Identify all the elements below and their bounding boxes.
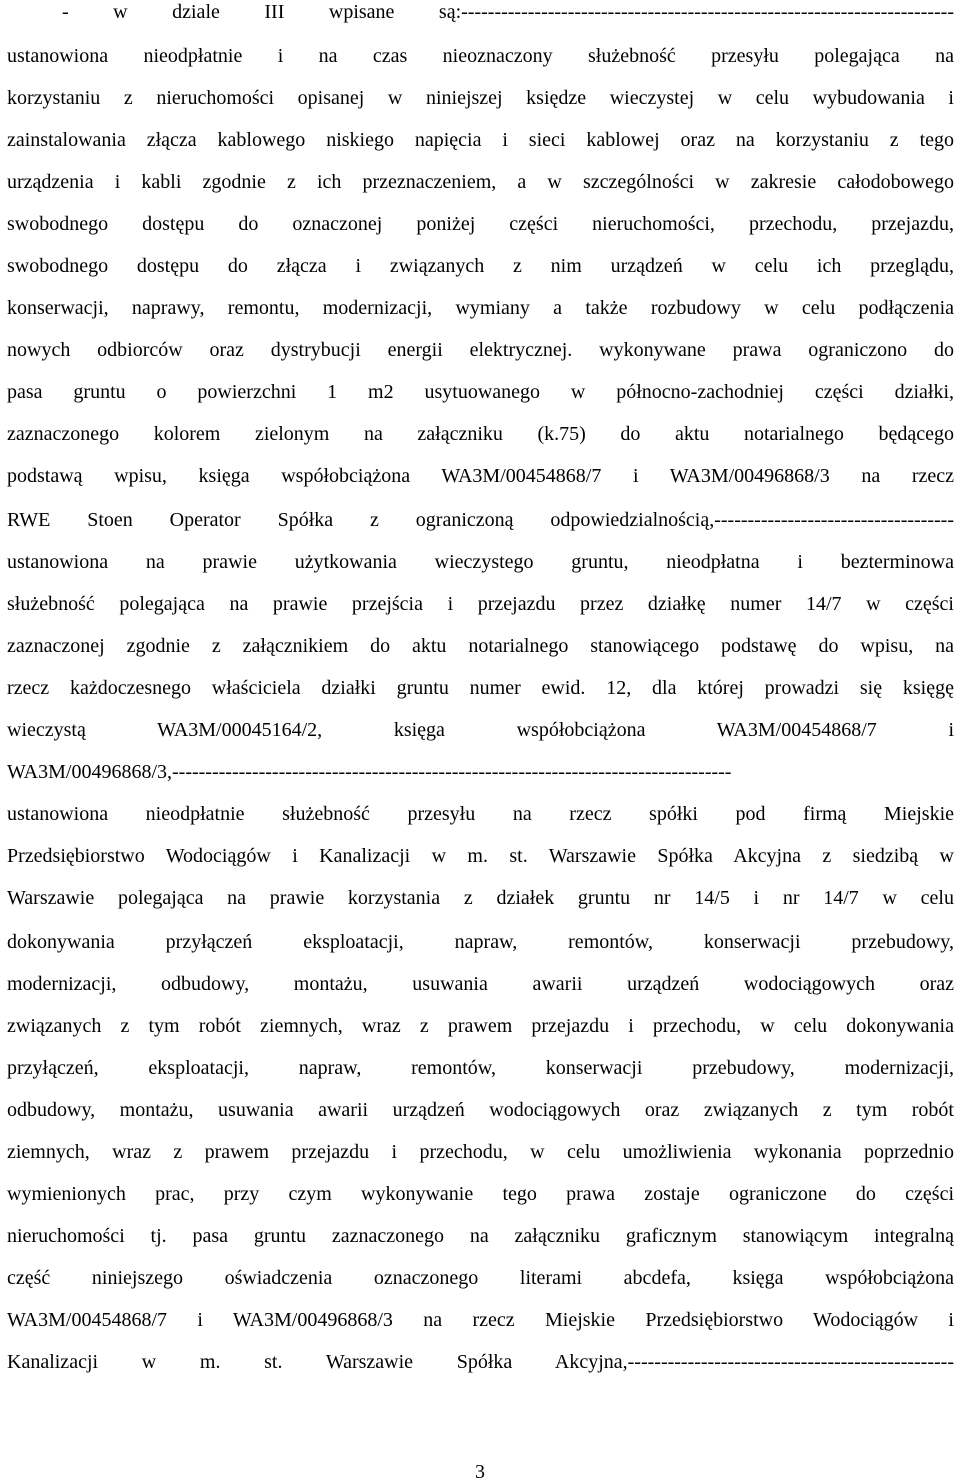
text-line: modernizacji, odbudowy, montażu, usuwania awarii urządzeń wodociągowych oraz (7, 973, 954, 995)
text-line: konserwacji, naprawy, remontu, modernizacji, wymiany a także rozbudowy w celu podłączenia (7, 297, 954, 319)
text-line: urządzenia i kabli zgodnie z ich przeznaczeniem, a w szczególności w zakresie całodobowego (7, 171, 954, 193)
text-line: zaznaczonego kolorem zielonym na załączniku (k.75) do aktu notarialnego będącego (7, 423, 954, 445)
text-line: swobodnego dostępu do złącza i związanych z nim urządzeń w celu ich przeglądu, (7, 255, 954, 277)
text-line: zainstalowania złącza kablowego niskiego napięcia i sieci kablowej oraz na korzystaniu z tego (7, 129, 954, 151)
page-number: 3 (475, 1461, 485, 1483)
text-line: korzystaniu z nieruchomości opisanej w niniejszej księdze wieczystej w celu wybudowania i (7, 87, 954, 109)
text-line: WA3M/00496868/3,------------------------------------------------------------------------------------ (7, 761, 732, 783)
text-line: odbudowy, montażu, usuwania awarii urządzeń wodociągowych oraz związanych z tym robót (7, 1099, 954, 1121)
text-line: zaznaczonej zgodnie z załącznikiem do aktu notarialnego stanowiącego podstawę do wpisu, na (7, 635, 954, 657)
text-line: Warszawie polegająca na prawie korzystania z działek gruntu nr 14/5 i nr 14/7 w celu (7, 887, 954, 909)
text-line: podstawą wpisu, księga współobciążona WA3M/00454868/7 i WA3M/00496868/3 na rzecz (7, 465, 954, 487)
text-line: przyłączeń, eksploatacji, napraw, remontów, konserwacji przebudowy, modernizacji, (7, 1057, 954, 1079)
text-line: ustanowiona nieodpłatnie i na czas nieoznaczony służebność przesyłu polegająca na (7, 45, 954, 67)
text-line: swobodnego dostępu do oznaczonej poniżej części nieruchomości, przechodu, przejazdu, (7, 213, 954, 235)
text-line: nowych odbiorców oraz dystrybucji energii elektrycznej. wykonywane prawa ograniczono do (7, 339, 954, 361)
text-line: ziemnych, wraz z prawem przejazdu i przechodu, w celu umożliwienia wykonania poprzednio (7, 1141, 954, 1163)
text-line: służebność polegająca na prawie przejścia i przejazdu przez działkę numer 14/7 w części (7, 593, 954, 615)
text-line: nieruchomości tj. pasa gruntu zaznaczonego na załączniku graficznym stanowiącym integralną (7, 1225, 954, 1247)
text-line: rzecz każdoczesnego właściciela działki gruntu numer ewid. 12, dla której prowadzi się księgę (7, 677, 954, 699)
text-line: dokonywania przyłączeń eksploatacji, napraw, remontów, konserwacji przebudowy, (7, 931, 954, 953)
text-line: RWE Stoen Operator Spółka z ograniczoną odpowiedzialnością,------------------------------------ (7, 509, 954, 531)
text-line: wieczystą WA3M/00045164/2, księga współobciążona WA3M/00454868/7 i (7, 719, 954, 741)
text-line: ustanowiona na prawie użytkowania wieczystego gruntu, nieodpłatna i bezterminowa (7, 551, 954, 573)
text-line: wymienionych prac, przy czym wykonywanie tego prawa zostaje ograniczone do części (7, 1183, 954, 1205)
text-line: związanych z tym robót ziemnych, wraz z prawem przejazdu i przechodu, w celu dokonywania (7, 1015, 954, 1037)
text-line: część niniejszego oświadczenia oznaczonego literami abcdefa, księga współobciążona (7, 1267, 954, 1289)
text-line: ustanowiona nieodpłatnie służebność przesyłu na rzecz spółki pod firmą Miejskie (7, 803, 954, 825)
text-line: Kanalizacji w m. st. Warszawie Spółka Akcyjna,------------------------------------------------- (7, 1351, 954, 1373)
text-line: pasa gruntu o powierzchni 1 m2 usytuowanego w północno-zachodniej części działki, (7, 381, 954, 403)
text-line: Przedsiębiorstwo Wodociągów i Kanalizacji w m. st. Warszawie Spółka Akcyjna z siedzibą w (7, 845, 954, 867)
text-line: WA3M/00454868/7 i WA3M/00496868/3 na rzecz Miejskie Przedsiębiorstwo Wodociągów i (7, 1309, 954, 1331)
section-heading: - w dziale III wpisane są:-------------------------------------------------------------------------- (62, 1, 954, 23)
